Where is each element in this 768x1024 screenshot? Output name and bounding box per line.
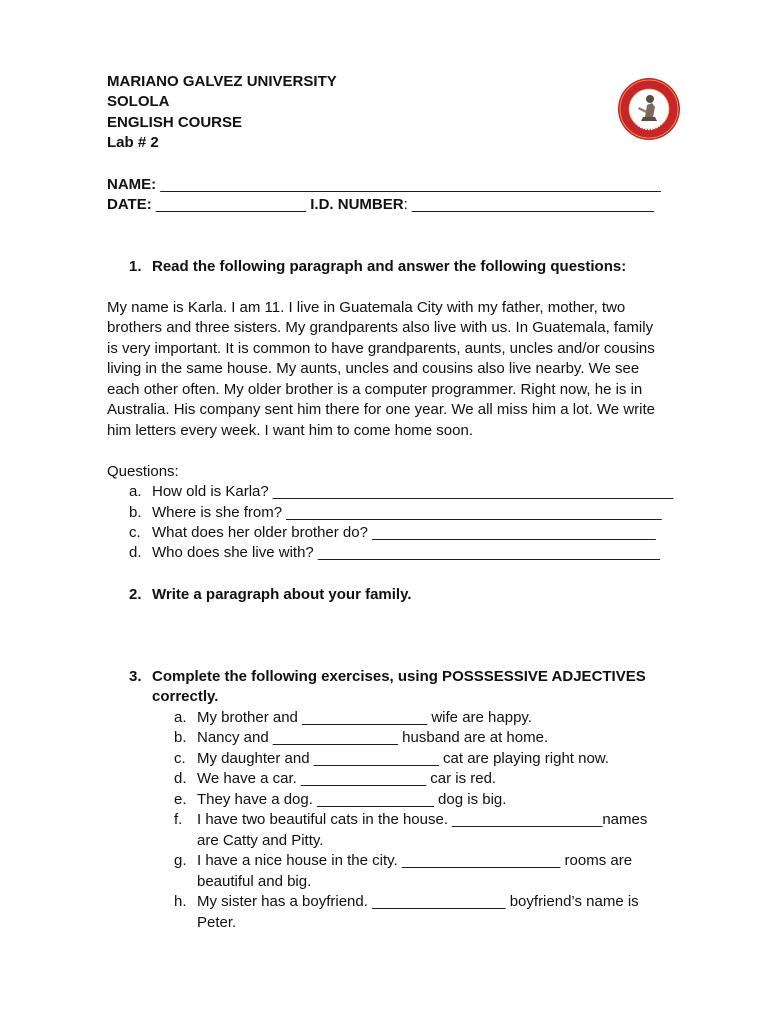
name-blank[interactable]: ____________________________________________________________ [160, 176, 661, 193]
paragraph-line: him letters every week. I want him to come home soon. [107, 422, 473, 439]
name-field[interactable] [107, 175, 661, 195]
section-2-title: Write a paragraph about your family. [152, 586, 412, 603]
exercise-letter: g. [174, 852, 187, 869]
section-2-number: 2. [129, 586, 142, 603]
exercise-letter: e. [174, 791, 187, 808]
exercise-letter: d. [174, 770, 187, 787]
date-id-row [107, 195, 654, 215]
question-item[interactable]: Where is she from? _____________________________________________ [152, 504, 662, 521]
exercise-item-cont: are Catty and Pitty. [197, 832, 324, 849]
name-label: NAME: [107, 176, 157, 193]
exercise-item[interactable]: They have a dog. ______________ dog is big. [197, 791, 507, 808]
section-1-title: Read the following paragraph and answer the following questions: [152, 258, 627, 275]
question-letter: a. [129, 483, 142, 500]
exercise-item-cont: Peter. [197, 914, 237, 931]
course-name: ENGLISH COURSE [107, 114, 243, 131]
exercise-letter: f. [174, 811, 183, 828]
paragraph-line: living in the same house. My aunts, uncles and cousins also live nearby. We see [107, 360, 640, 377]
exercise-item-cont: beautiful and big. [197, 873, 312, 890]
exercise-item[interactable]: Nancy and _______________ husband are at home. [197, 729, 549, 746]
question-item[interactable]: Who does she live with? _________________________________________ [152, 544, 660, 561]
paragraph-line: My name is Karla. I am 11. I live in Guatemala City with my father, mother, two [107, 299, 626, 316]
university-name: MARIANO GALVEZ UNIVERSITY [107, 73, 337, 90]
paragraph-line: is very important. It is common to have grandparents, aunts, uncles and/or cousins [107, 340, 655, 357]
exercise-item[interactable]: I have a nice house in the city. ___________________ rooms are [197, 852, 633, 869]
exercise-letter: a. [174, 709, 187, 726]
university-seal-logo [617, 77, 681, 141]
exercise-item[interactable]: We have a car. _______________ car is red. [197, 770, 497, 787]
paragraph-line: Australia. His company sent him there for one year. We all miss him a lot. We write [107, 401, 655, 418]
question-letter: d. [129, 544, 142, 561]
lab-number: Lab # 2 [107, 134, 159, 151]
paragraph-line: brothers and three sisters. My grandparents also live with us. In Guatemala, family [107, 319, 654, 336]
id-number-blank[interactable]: _____________________________ [411, 196, 654, 213]
question-item[interactable]: What does her older brother do? __________________________________ [152, 524, 656, 541]
section-1-number: 1. [129, 258, 142, 275]
section-3-number: 3. [129, 668, 142, 685]
exercise-letter: b. [174, 729, 187, 746]
section-3-title: Complete the following exercises, using POSSSESSIVE ADJECTIVES [152, 668, 646, 685]
questions-label: Questions: [107, 463, 179, 480]
question-letter: c. [129, 524, 141, 541]
exercise-item[interactable]: My sister has a boyfriend. ________________ boyfriend’s name is [197, 893, 639, 910]
section-3-title-cont: correctly. [152, 688, 219, 705]
campus-name: SOLOLA [107, 93, 170, 110]
question-item[interactable]: How old is Karla? ________________________________________________ [152, 483, 674, 500]
id-number-colon: : [403, 196, 408, 213]
exercise-item[interactable]: My brother and _______________ wife are happy. [197, 709, 532, 726]
question-letter: b. [129, 504, 142, 521]
exercise-item[interactable]: I have two beautiful cats in the house. __________________names [197, 811, 648, 828]
id-number-label: I.D. NUMBER [310, 196, 404, 213]
exercise-letter: c. [174, 750, 186, 767]
date-blank[interactable]: __________________ [155, 196, 307, 213]
paragraph-line: each other often. My older brother is a computer programmer. Right now, he is in [107, 381, 643, 398]
exercise-item[interactable]: My daughter and _______________ cat are playing right now. [197, 750, 609, 767]
exercise-letter: h. [174, 893, 187, 910]
date-label: DATE: [107, 196, 152, 213]
